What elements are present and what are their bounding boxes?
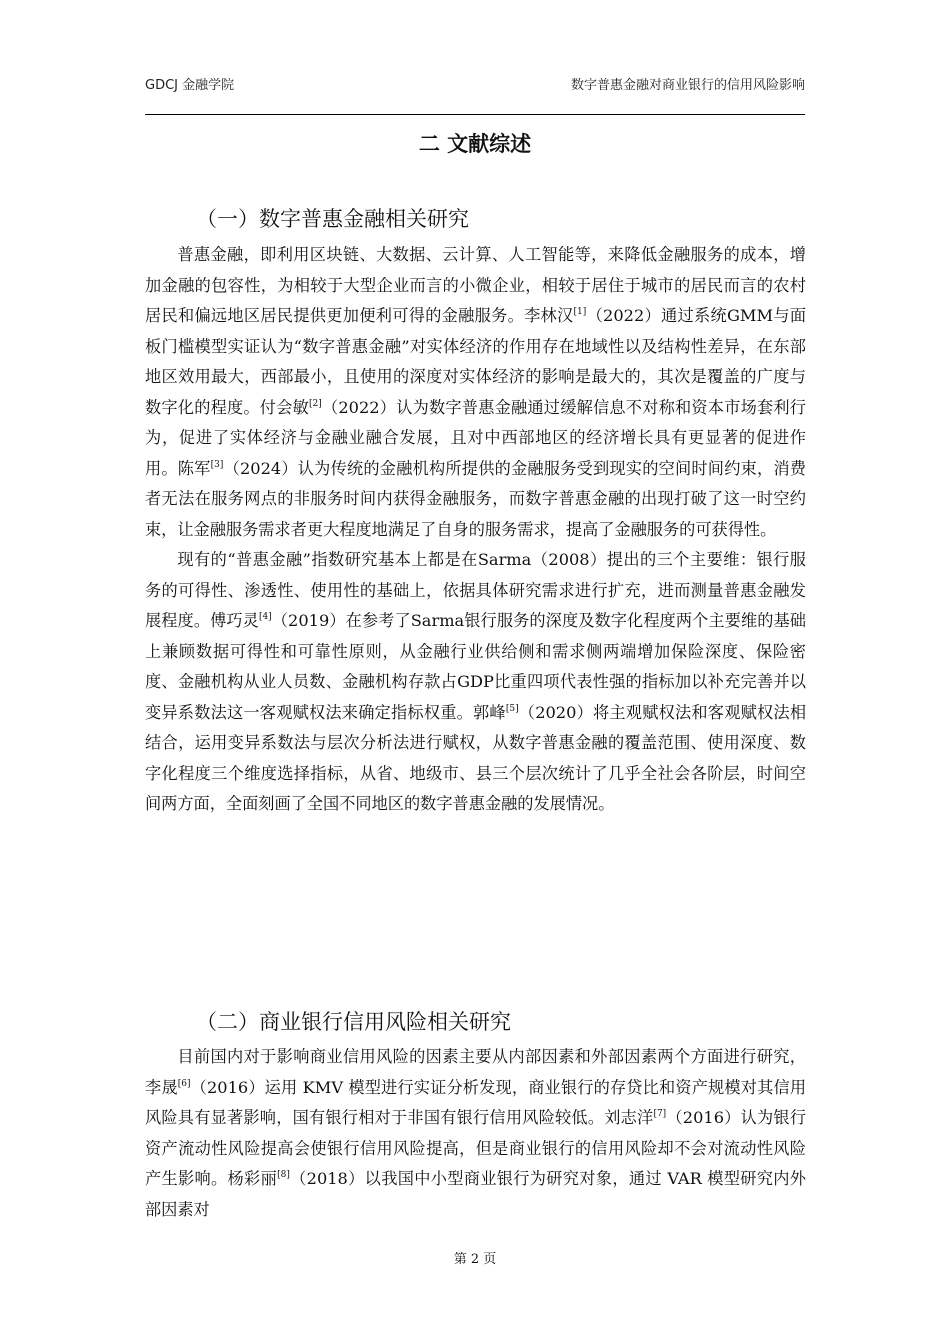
- citation-6: [6]: [177, 1078, 191, 1089]
- citation-1: [1]: [573, 307, 587, 317]
- text-run: （2016）运用 KMV 模型进行实证分析发现，商业银行的存贷比和资产规模对其信用风险具有显著影响，国有银行相对于非国有银行信用风险较低。刘志洋: [145, 1077, 807, 1127]
- text-run: （2016）认为银行资产流动性风险提高会使银行信用风险提高，但是商业银行的信用风险却不会对流动性风险产生影响。杨彩丽: [145, 1108, 807, 1188]
- text-run: （2019）在参考了Sarma银行服务的深度及数字化程度两个主要维的基础上兼顾数据可得性和可靠性原则，从金融行业供给侧和需求侧两端增加保险深度、保险密度、金融机构从业人员数、金融机构存款占GDP比重四项代表性强的指标加以补充完善并以变异系数法这一客观赋权法来确定指标权重。郭峰: [145, 611, 806, 722]
- text-run: （2018）以我国中小型商业银行为研究对象，通过 VAR 模型研究内外部因素对: [145, 1169, 806, 1219]
- page-number: 第 2 页: [453, 1252, 497, 1267]
- citation-2: [2]: [309, 398, 322, 409]
- header-institution: GDCJ 金融学院: [145, 78, 235, 93]
- paragraph-3: [145, 1042, 806, 1225]
- section-1-body: [145, 240, 806, 820]
- paragraph-2: [145, 545, 806, 820]
- section-2-body: [145, 1042, 806, 1225]
- citation-7: [7]: [653, 1109, 667, 1119]
- section-title-2: （二）商业银行信用风险相关研究: [196, 1010, 511, 1034]
- text-run: 现有的“普惠金融”指数研究基本上都是在Sarma（2008）提出的三个主要维：银行服务的可得性、渗透性、使用性的基础上，依据具体研究需求进行扩充，进而测量普惠金融发展程度。傅巧灵: [145, 550, 806, 630]
- text-run: （2020）将主观赋权法和客观赋权法相结合，运用变异系数法与层次分析法进行赋权，从数字普惠金融的覆盖范围、使用深度、数字化程度三个维度选择指标，从省、地级市、县三个层次统计了几乎全社会各阶层，时间空间两方面，全面刻画了全国不同地区的数字普惠金融的发展情况。: [145, 702, 807, 813]
- citation-4: [4]: [258, 612, 272, 622]
- chapter-title: 二 文献综述: [418, 132, 532, 156]
- citation-3: [3]: [210, 459, 224, 470]
- text-run: 目前国内对于影响商业信用风险的因素主要从内部因素和外部因素两个方面进行研究，李晟: [145, 1047, 806, 1097]
- section-title-1: （一）数字普惠金融相关研究: [196, 207, 469, 231]
- header-divider: [145, 114, 805, 115]
- text-run: （2022）认为数字普惠金融通过缓解信息不对称和资本市场套利行为，促进了实体经济与金融业融合发展，且对中西部地区的经济增长具有更显著的促进作用。陈军: [145, 397, 806, 478]
- header-paper-title: 数字普惠金融对商业银行的信用风险影响: [570, 78, 805, 93]
- text-run: （2024）认为传统的金融机构所提供的金融服务受到现实的空间时间约束，消费者无法在服务网点的非服务时间内获得金融服务，而数字普惠金融的出现打破了这一时空约束，让金融服务需求者更大程度地满足了自身的服务需求，提高了金融服务的可获得性。: [145, 458, 806, 539]
- text-run: （2022）通过系统GMM与面板门槛模型实证认为“数字普惠金融”对实体经济的作用存在地域性以及结构性差异，在东部地区效用最大，西部最小，且使用的深度对实体经济的影响是最大的，其次是覆盖的广度与数字化的程度。付会敏: [145, 306, 807, 417]
- citation-8: [8]: [277, 1170, 290, 1180]
- citation-5: [5]: [505, 703, 519, 714]
- text-run: 普惠金融，即利用区块链、大数据、云计算、人工智能等，来降低金融服务的成本，增加金融的包容性，为相较于大型企业而言的小微企业，相较于居住于城市的居民而言的农村居民和偏远地区居民提供更加便利可得的金融服务。李林汉: [145, 245, 806, 325]
- paragraph-1: [145, 240, 806, 545]
